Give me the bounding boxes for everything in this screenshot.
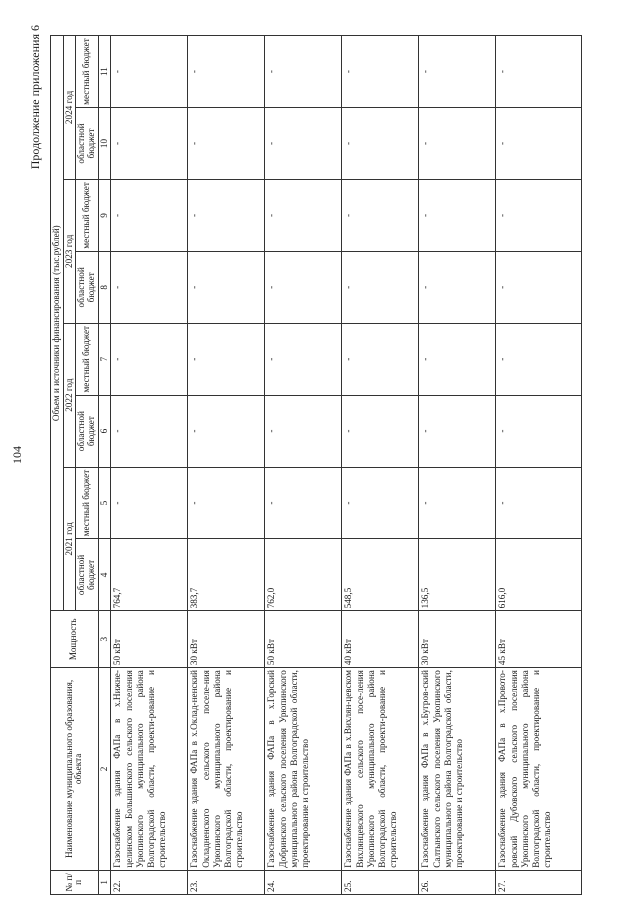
header-regional-budget: областной бюджет xyxy=(76,108,98,180)
funding-value: - xyxy=(111,251,188,323)
funding-value: - xyxy=(496,179,582,251)
continuation-note: Продолжение приложения 6 xyxy=(28,25,42,170)
funding-value: 762,0 xyxy=(265,539,342,611)
header-regional-budget: областной бюджет xyxy=(76,539,98,611)
document-page xyxy=(10,15,620,895)
object-name: Газоснабжение здания ФАПа в х.Горский Добринского сельского поселения Урюпинского муниципального района Волгоградской области, проектирование и строительство xyxy=(265,668,342,871)
object-power: 50 кВт xyxy=(111,611,188,668)
funding-value: - xyxy=(188,251,265,323)
funding-value: - xyxy=(111,395,188,467)
funding-value: - xyxy=(342,179,419,251)
object-power: 40 кВт xyxy=(342,611,419,668)
row-number: 22. xyxy=(111,870,188,894)
funding-value: 548,5 xyxy=(342,539,419,611)
funding-value: - xyxy=(496,395,582,467)
object-power: 30 кВт xyxy=(188,611,265,668)
column-number: 8 xyxy=(98,251,111,323)
header-num: № п/п xyxy=(51,870,99,894)
column-number: 10 xyxy=(98,108,111,180)
funding-value: - xyxy=(265,179,342,251)
funding-value: - xyxy=(342,108,419,180)
funding-value: - xyxy=(265,323,342,395)
table-row xyxy=(265,36,342,895)
row-number: 26. xyxy=(419,870,496,894)
row-number: 23. xyxy=(188,870,265,894)
column-number: 9 xyxy=(98,179,111,251)
funding-value: - xyxy=(188,36,265,108)
column-number: 11 xyxy=(98,36,111,108)
funding-value: - xyxy=(188,395,265,467)
row-number: 27. xyxy=(496,870,582,894)
object-power: 45 кВт xyxy=(496,611,582,668)
funding-value: - xyxy=(496,323,582,395)
column-number: 6 xyxy=(98,395,111,467)
object-power: 30 кВт xyxy=(419,611,496,668)
header-regional-budget: областной бюджет xyxy=(76,395,98,467)
funding-value: - xyxy=(496,251,582,323)
header-funding: Объем и источники финансирования (тыс.рублей) xyxy=(51,36,64,611)
object-power: 50 кВт xyxy=(265,611,342,668)
page-number: 104 xyxy=(10,446,24,464)
funding-value: - xyxy=(419,395,496,467)
funding-value: - xyxy=(111,179,188,251)
funding-value: - xyxy=(111,323,188,395)
header-year-2024: 2024 год xyxy=(63,36,76,180)
header-power: Мощность xyxy=(51,611,99,668)
funding-value: - xyxy=(342,323,419,395)
table-row xyxy=(188,36,265,895)
funding-value: - xyxy=(265,108,342,180)
funding-value: 616,0 xyxy=(496,539,582,611)
row-number: 25. xyxy=(342,870,419,894)
funding-value: - xyxy=(342,251,419,323)
table-row xyxy=(419,36,496,895)
header-local-budget: местный бюджет xyxy=(76,467,98,539)
table-row xyxy=(342,36,419,895)
funding-value: 383,7 xyxy=(188,539,265,611)
object-name: Газоснабжение здания ФАПа в х.Нижне-целинском Большинского сельского поселения Урюпинского муниципального района Волгоградской области, проекти-рование и строительство xyxy=(111,668,188,871)
header-year-2022: 2022 год xyxy=(63,323,76,467)
funding-value: 764,7 xyxy=(111,539,188,611)
funding-value: - xyxy=(188,467,265,539)
funding-value: - xyxy=(111,108,188,180)
table-row xyxy=(111,36,188,895)
column-number: 1 xyxy=(98,870,111,894)
funding-value: - xyxy=(419,323,496,395)
funding-value: - xyxy=(188,179,265,251)
table-row xyxy=(496,36,582,895)
object-name: Газоснабжение здания ФАПа в х.Бугров-ский Салтынского сельского поселения Урюпинского муниципального района Волгоградской области, проектирование и строительство xyxy=(419,668,496,871)
row-number: 24. xyxy=(265,870,342,894)
column-number: 4 xyxy=(98,539,111,611)
funding-value: - xyxy=(265,395,342,467)
funding-value: - xyxy=(342,467,419,539)
funding-value: - xyxy=(419,36,496,108)
funding-value: - xyxy=(265,467,342,539)
object-name: Газоснабжение здания ФАПа в х.Вихлян-цевском Вихлянцевского сельского посе-ления Урюпинского муниципального района Волгоградской области, проекти-рование и строительство xyxy=(342,668,419,871)
funding-value: - xyxy=(265,251,342,323)
funding-value: - xyxy=(419,108,496,180)
funding-value: - xyxy=(496,467,582,539)
funding-value: - xyxy=(419,251,496,323)
funding-value: - xyxy=(342,36,419,108)
funding-value: - xyxy=(496,108,582,180)
header-year-2023: 2023 год xyxy=(63,179,76,323)
funding-value: - xyxy=(419,179,496,251)
header-year-2021: 2021 год xyxy=(63,467,76,611)
funding-value: - xyxy=(188,108,265,180)
table-body xyxy=(111,36,582,895)
column-number: 7 xyxy=(98,323,111,395)
funding-value: - xyxy=(419,467,496,539)
funding-value: 136,5 xyxy=(419,539,496,611)
funding-value: - xyxy=(496,36,582,108)
funding-value: - xyxy=(265,36,342,108)
funding-value: - xyxy=(188,323,265,395)
funding-value: - xyxy=(342,395,419,467)
object-name: Газоснабжение здания ФАПа в х.Провото-ровский Дубовского сельского поселения Урюпинского муниципального района Волгоградской области, проектирование и строительство xyxy=(496,668,582,871)
financing-table xyxy=(50,35,582,895)
header-regional-budget: областной бюджет xyxy=(76,251,98,323)
column-number: 3 xyxy=(98,611,111,668)
header-local-budget: местный бюджет xyxy=(76,323,98,395)
header-name: Наименование муниципального образования, объекта xyxy=(51,668,99,871)
header-local-budget: местный бюджет xyxy=(76,36,98,108)
column-number: 2 xyxy=(98,668,111,871)
funding-value: - xyxy=(111,36,188,108)
object-name: Газоснабжение здания ФАПа в х.Оклад-ненский Окладненского сельского поселе-ния Урюпинского муниципального района Волгоградской области, проектирование и строительство xyxy=(188,668,265,871)
funding-value: - xyxy=(111,467,188,539)
header-local-budget: местный бюджет xyxy=(76,179,98,251)
column-number: 5 xyxy=(98,467,111,539)
